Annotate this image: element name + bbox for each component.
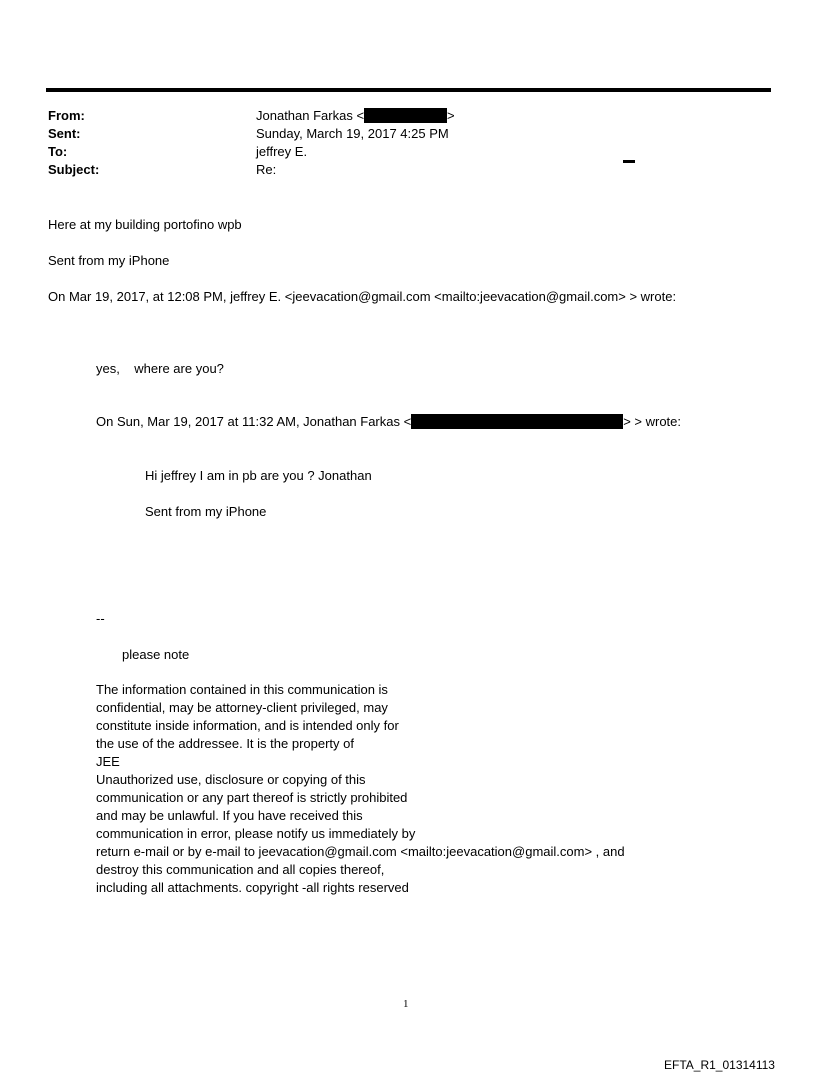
disclaimer-line: JEE xyxy=(96,754,120,769)
from-close: > xyxy=(447,108,455,123)
please-note: please note xyxy=(122,647,190,662)
disclaimer-line: and may be unlawful. If you have received this xyxy=(96,808,363,823)
sent-label: Sent: xyxy=(48,126,81,141)
quote-intro-end: > > wrote: xyxy=(623,414,682,429)
disclaimer-line: constitute inside information, and is intended only for xyxy=(96,718,399,733)
reply-line: yes, where are you? xyxy=(96,361,224,376)
quote-intro xyxy=(96,413,681,431)
disclaimer-line: Unauthorized use, disclosure or copying of this xyxy=(96,772,366,787)
to-value: jeffrey E. xyxy=(256,144,308,159)
body-line-3: On Mar 19, 2017, at 12:08 PM, jeffrey E. <jeevacation@gmail.com <mailto:jeevacation@gmail.com> > wrote: xyxy=(48,289,677,304)
from-name: Jonathan Farkas < xyxy=(256,108,365,123)
disclaimer-line: The information contained in this communication is xyxy=(96,682,388,697)
disclaimer-block xyxy=(96,681,625,897)
disclaimer-line: communication in error, please notify us immediately by xyxy=(96,826,416,841)
header-rule xyxy=(46,88,771,92)
disclaimer-line: confidential, may be attorney-client privileged, may xyxy=(96,700,388,715)
disclaimer-line: destroy this communication and all copies thereof, xyxy=(96,862,385,877)
quote-intro-text: On Sun, Mar 19, 2017 at 11:32 AM, Jonathan Farkas < xyxy=(96,414,412,429)
bates-number: EFTA_R1_01314113 xyxy=(664,1058,775,1072)
page-number: 1 xyxy=(403,998,409,1010)
disclaimer-line: communication or any part thereof is strictly prohibited xyxy=(96,790,408,805)
body-line-2: Sent from my iPhone xyxy=(48,253,170,268)
subject-value: Re: xyxy=(256,162,277,177)
redaction-box xyxy=(364,108,447,123)
from-value xyxy=(256,107,455,125)
to-label: To: xyxy=(48,144,68,159)
subject-label: Subject: xyxy=(48,162,100,177)
sent-value: Sunday, March 19, 2017 4:25 PM xyxy=(256,126,449,141)
signature-dash: -- xyxy=(96,611,105,626)
redaction-mark xyxy=(623,160,635,163)
body-line-1: Here at my building portofino wpb xyxy=(48,217,242,232)
disclaimer-line: the use of the addressee. It is the property of xyxy=(96,736,354,751)
redaction-box xyxy=(411,414,623,429)
quote-line-2: Sent from my iPhone xyxy=(145,504,267,519)
from-label: From: xyxy=(48,108,85,123)
disclaimer-line: return e-mail or by e-mail to jeevacation@gmail.com <mailto:jeevacation@gmail.com> , and xyxy=(96,844,625,859)
disclaimer-line: including all attachments. copyright -all rights reserved xyxy=(96,880,409,895)
quote-line-1: Hi jeffrey I am in pb are you ? Jonathan xyxy=(145,468,372,483)
